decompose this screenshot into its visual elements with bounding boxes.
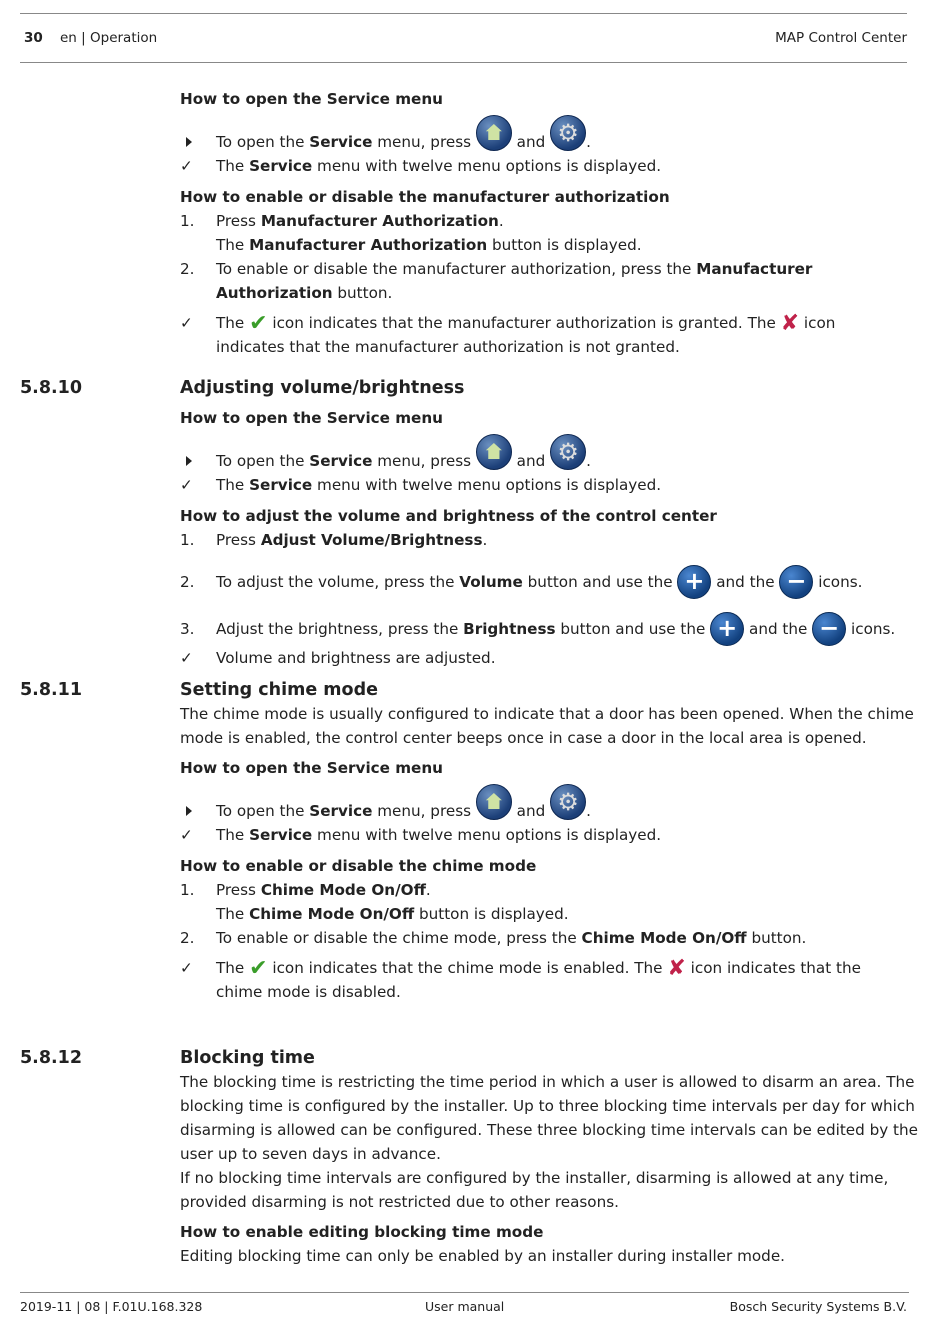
- result-item: ✓ The Service menu with twelve menu options is displayed.: [180, 823, 920, 847]
- section-paragraph: If no blocking time intervals are configured by the installer, disarming is allowed at any time, provided disarming is not restricted due to other reasons.: [180, 1169, 889, 1211]
- result-item: ✓ The ✔ icon indicates that the chime mode is enabled. The ✘ icon indicates that the chime mode is disabled.: [180, 956, 861, 1001]
- service-gear-icon: [550, 434, 586, 470]
- section-number-5-8-10: 5.8.10: [20, 378, 83, 398]
- open-service-heading: How to open the Service menu: [180, 90, 443, 108]
- plus-icon: +: [677, 565, 711, 599]
- enable-auth-heading: How to enable or disable the manufacturer authorization: [180, 188, 670, 206]
- section-paragraph: The blocking time is restricting the time period in which a user is allowed to disarm an area. The blocking time is configured by the installer. Up to three blocking time intervals per day for which disarming is allowed can be configured. These three blocking time intervals can be edited by the user up to seven days in advance.: [180, 1073, 918, 1163]
- step-item: 1. Press Manufacturer Authorization. The Manufacturer Authorization button is displayed.: [180, 212, 642, 254]
- green-check-icon: ✔: [249, 311, 268, 336]
- home-icon: [476, 784, 512, 820]
- result-item: ✓ The Service menu with twelve menu options is displayed.: [180, 473, 920, 497]
- home-icon: [476, 115, 512, 151]
- section-5-8-12: [180, 1046, 920, 1268]
- arrow-icon: [180, 129, 210, 153]
- service-gear-icon: [550, 784, 586, 820]
- section-number-5-8-12: 5.8.12: [20, 1048, 83, 1068]
- check-mark-icon: ✓: [180, 649, 193, 667]
- step-item: 2. To enable or disable the manufacturer authorization, press the Manufacturer Authorization button.: [180, 260, 813, 302]
- action-item: To open the Service menu, press and ⚙.: [180, 798, 920, 823]
- arrow-icon: [180, 448, 210, 472]
- footer-company: Bosch Security Systems B.V.: [729, 1299, 907, 1314]
- header-section: en | Operation: [60, 30, 158, 46]
- minus-icon: −: [812, 612, 846, 646]
- edit-blocking-heading: How to enable editing blocking time mode: [180, 1223, 544, 1241]
- check-mark-icon: ✓: [180, 826, 193, 844]
- header-rule-top: [20, 13, 907, 14]
- red-x-icon: ✘: [780, 311, 800, 336]
- footer-rule: [20, 1292, 909, 1293]
- step-item: 2. To enable or disable the chime mode, press the Chime Mode On/Off button.: [180, 929, 807, 947]
- adjust-heading: How to adjust the volume and brightness of the control center: [180, 507, 717, 525]
- header-rule-bottom: [20, 62, 907, 63]
- page-number: 30: [24, 30, 43, 46]
- home-icon: [476, 434, 512, 470]
- check-mark-icon: ✓: [180, 476, 193, 494]
- section-5-8-10: [180, 376, 920, 670]
- section-title: Adjusting volume/brightness: [180, 378, 465, 398]
- header-product: MAP Control Center: [775, 30, 907, 46]
- arrow-icon: [180, 798, 210, 822]
- section-5-8-11: [180, 678, 920, 1004]
- section-title: Blocking time: [180, 1048, 315, 1068]
- section-number-5-8-11: 5.8.11: [20, 680, 83, 700]
- step-item: 1. Press Adjust Volume/Brightness.: [180, 531, 488, 549]
- red-x-icon: ✘: [667, 956, 686, 981]
- check-mark-icon: ✓: [180, 157, 193, 175]
- result-item: ✓ Volume and brightness are adjusted.: [180, 646, 920, 670]
- service-gear-icon: [550, 115, 586, 151]
- footer-manual: User manual: [425, 1299, 505, 1314]
- green-check-icon: ✔: [249, 956, 268, 981]
- step-item: 1. Press Chime Mode On/Off. The Chime Mode On/Off button is displayed.: [180, 881, 569, 923]
- open-service-heading: How to open the Service menu: [180, 409, 443, 427]
- result-item: ✓ The Service menu with twelve menu options is displayed.: [180, 154, 920, 178]
- intro-block: [180, 87, 920, 359]
- section-title: Setting chime mode: [180, 680, 378, 700]
- open-service-heading: How to open the Service menu: [180, 759, 443, 777]
- footer-doc-id: 2019-11 | 08 | F.01U.168.328: [20, 1299, 203, 1314]
- result-item: ✓ The ✔ icon indicates that the manufacturer authorization is granted. The ✘ icon indicates that the manufacturer authorization is not granted.: [180, 311, 836, 356]
- edit-blocking-text: Editing blocking time can only be enabled by an installer during installer mode.: [180, 1247, 785, 1265]
- enable-chime-heading: How to enable or disable the chime mode: [180, 857, 537, 875]
- step-item: 3. Adjust the brightness, press the Brightness button and use the + and the − icons.: [180, 617, 920, 646]
- plus-icon: +: [710, 612, 744, 646]
- minus-icon: −: [779, 565, 813, 599]
- action-item: To open the Service menu, press and ⚙.: [180, 129, 920, 154]
- check-mark-icon: ✓: [180, 959, 193, 977]
- section-intro: The chime mode is usually configured to indicate that a door has been opened. When the chime mode is enabled, the control center beeps once in case a door in the local area is opened.: [180, 705, 914, 747]
- check-mark-icon: ✓: [180, 314, 193, 332]
- action-item: To open the Service menu, press and ⚙.: [180, 448, 920, 473]
- step-item: 2. To adjust the volume, press the Volume button and use the + and the − icons.: [180, 570, 920, 599]
